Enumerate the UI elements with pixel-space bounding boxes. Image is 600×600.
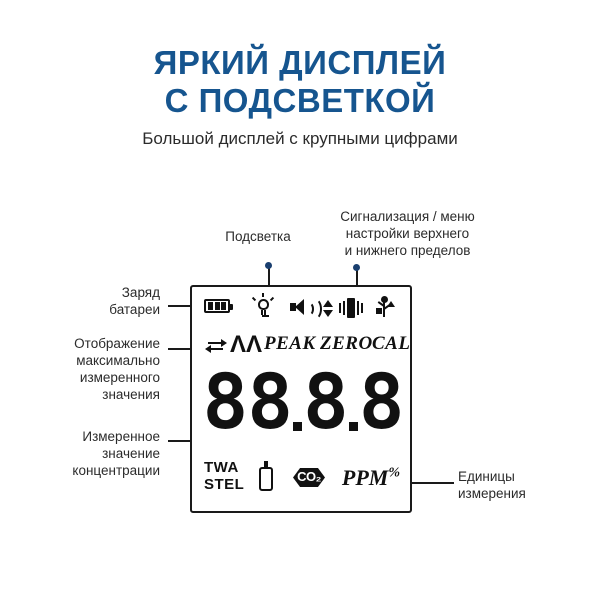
vibration-icon <box>338 297 364 319</box>
gas-cylinder-icon <box>258 461 274 493</box>
max-hold-arrow-icon <box>206 331 263 358</box>
callout-measured-value <box>42 428 160 479</box>
device-display-panel <box>190 285 412 513</box>
measured-value-digits <box>202 357 404 446</box>
digit-1: 8 <box>202 357 248 446</box>
up-down-arrows-icon <box>323 299 333 319</box>
usb-icon <box>376 296 392 318</box>
callout-battery <box>50 284 160 318</box>
units-value: PPM <box>341 465 389 490</box>
gas-hazard-diamond-icon <box>290 467 328 489</box>
display-bottom-row <box>192 459 410 505</box>
twa-stel-indicator <box>204 459 244 493</box>
callout-max-value-line4: значения <box>102 387 160 402</box>
callout-measured-line2: значение <box>102 446 160 461</box>
callout-measured-line1: Измеренное <box>82 429 160 444</box>
page-subtitle: Большой дисплей с крупными цифрами <box>142 129 458 148</box>
callout-units <box>458 468 576 502</box>
decimal-point-1 <box>293 422 302 431</box>
gas-type-label: CO₂ <box>297 469 321 484</box>
units-percent: % <box>388 465 400 481</box>
digit-2: 8 <box>247 357 292 446</box>
mode-cal-label: CAL <box>372 333 411 354</box>
callout-battery-line1: Заряд <box>121 285 160 300</box>
callout-max-value-line3: измеренного <box>79 370 160 385</box>
callout-backlight-line1: Подсветка <box>225 229 291 244</box>
callout-measured-line3: концентрации <box>72 463 160 478</box>
leader-dot-alarm <box>353 264 360 271</box>
callout-units-line2: измерения <box>458 486 526 501</box>
speaker-icon <box>290 297 320 319</box>
callout-max-value <box>36 335 160 403</box>
mode-zero-label: ZERO <box>320 333 373 354</box>
battery-icon <box>204 299 230 313</box>
units-label <box>342 465 400 491</box>
digit-4: 8 <box>358 357 404 446</box>
mode-peak-label: PEAK <box>264 333 316 354</box>
callout-units-line1: Единицы <box>458 469 515 484</box>
light-bulb-icon <box>254 295 272 317</box>
callout-alarm <box>320 208 495 259</box>
peak-waveform-icon: ΛΛ <box>230 331 263 358</box>
callout-battery-line2: батареи <box>109 302 160 317</box>
callout-max-value-line1: Отображение <box>74 336 160 351</box>
callout-max-value-line2: максимально <box>76 353 160 368</box>
page-title-line2: С ПОДСВЕТКОЙ <box>164 82 436 119</box>
display-mode-row <box>192 331 410 357</box>
callout-backlight <box>198 228 318 245</box>
page-title-line1: ЯРКИЙ ДИСПЛЕЙ <box>153 44 447 81</box>
decimal-point-2 <box>349 422 358 431</box>
stel-label: STEL <box>204 476 245 493</box>
digit-3: 8 <box>303 357 348 446</box>
leader-dot-backlight <box>265 262 272 269</box>
leader-line-units <box>410 482 454 484</box>
callout-alarm-line3: и нижнего пределов <box>344 243 471 258</box>
callout-alarm-line2: настройки верхнего <box>345 226 470 241</box>
page-title <box>0 44 600 120</box>
twa-label: TWA <box>204 459 239 476</box>
callout-alarm-line1: Сигнализация / меню <box>340 209 475 224</box>
display-status-icon-row <box>192 295 410 323</box>
